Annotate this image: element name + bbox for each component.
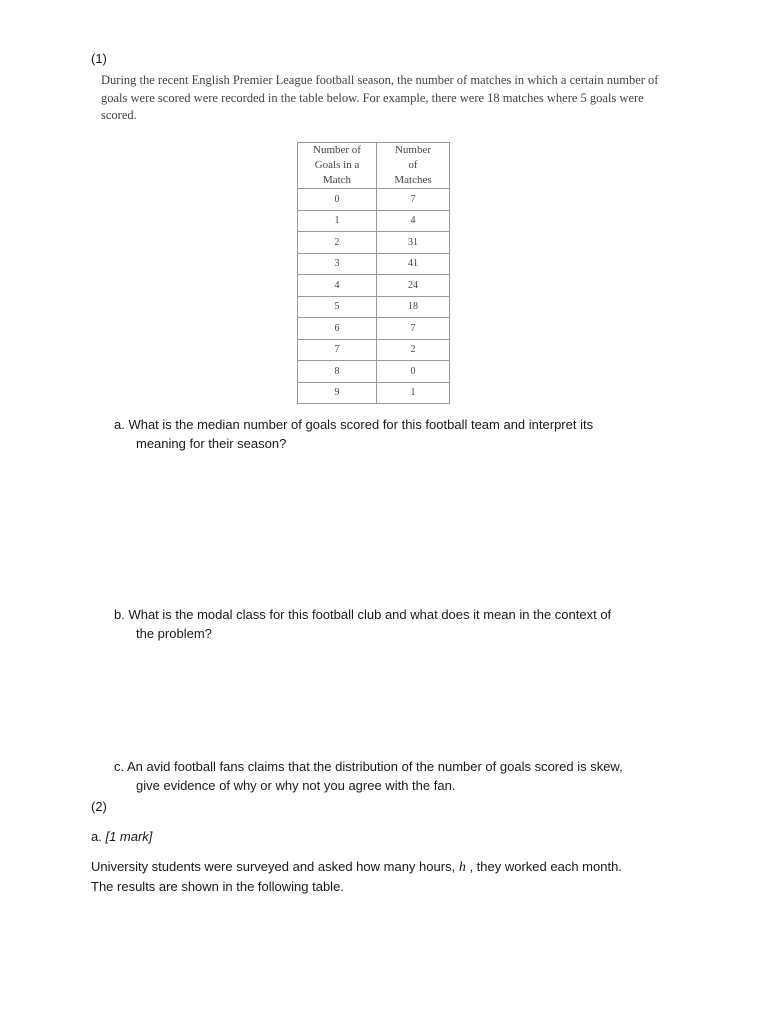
table-row [298,275,450,297]
question-1c [114,757,674,795]
table-row [298,296,450,318]
goals-frequency-table [297,142,450,404]
table-header-row [298,143,450,189]
question-1a-line-1: a. What is the median number of goals scored for this football team and interpret its [114,417,594,432]
part-a-label: a. [91,829,102,844]
goals-cell: 6 [298,318,377,340]
header-matches-line-1: Number [394,144,432,156]
goals-cell: 1 [298,210,377,232]
table-row [298,382,450,404]
part-a-heading [91,827,152,846]
goals-cell: 2 [298,232,377,254]
header-goals-line-2: Goals in a [314,159,360,171]
goals-cell: 5 [298,296,377,318]
question-1-intro: During the recent English Premier League football season, the number of matches in which a certain number of goals were scored were recorded in the table below. For example, there were 18 matches where 5 goals were scored. [101,73,659,122]
table-row [298,361,450,383]
question-2-line-2: The results are shown in the following table. [91,879,344,894]
question-2-number: (2) [91,799,107,814]
question-2-text-after-variable: , they worked each month. [469,859,622,874]
matches-cell: 24 [377,275,450,297]
table-row [298,189,450,211]
question-1c-line-1: c. An avid football fans claims that the distribution of the number of goals scored is skew, [114,759,623,774]
header-goals-line-1: Number of [313,144,361,156]
question-2-line-1 [91,857,691,877]
question-1b [114,605,674,643]
header-matches-line-2: of [408,159,418,171]
matches-cell: 7 [377,318,450,340]
header-goals-line-3: Match [322,174,352,186]
column-header-matches [377,143,450,189]
matches-cell: 1 [377,382,450,404]
question-1b-line-1: b. What is the modal class for this football club and what does it mean in the context of [114,607,612,622]
question-2-text-before-variable: University students were surveyed and asked how many hours, [91,859,456,874]
question-1c-line-2: give evidence of why or why not you agree with the fan. [136,778,456,793]
table-row [298,232,450,254]
matches-cell: 18 [377,296,450,318]
variable-h: h [458,860,466,875]
part-a-marks: [1 mark] [105,829,153,844]
table-row [298,339,450,361]
question-1b-line-2: the problem? [136,626,212,641]
column-header-goals [298,143,377,189]
matches-cell: 31 [377,232,450,254]
header-matches-line-3: Matches [394,174,432,186]
table-row [298,318,450,340]
question-2-text [91,857,691,896]
goals-cell: 0 [298,189,377,211]
matches-cell: 7 [377,189,450,211]
table-row [298,210,450,232]
question-1-number: (1) [91,51,107,66]
question-1a-line-2: meaning for their season? [136,436,287,451]
matches-cell: 4 [377,210,450,232]
goals-cell: 4 [298,275,377,297]
matches-cell: 0 [377,361,450,383]
table-row [298,253,450,275]
matches-cell: 41 [377,253,450,275]
matches-cell: 2 [377,339,450,361]
goals-cell: 9 [298,382,377,404]
goals-cell: 7 [298,339,377,361]
goals-cell: 3 [298,253,377,275]
question-1a [114,415,674,453]
goals-cell: 8 [298,361,377,383]
